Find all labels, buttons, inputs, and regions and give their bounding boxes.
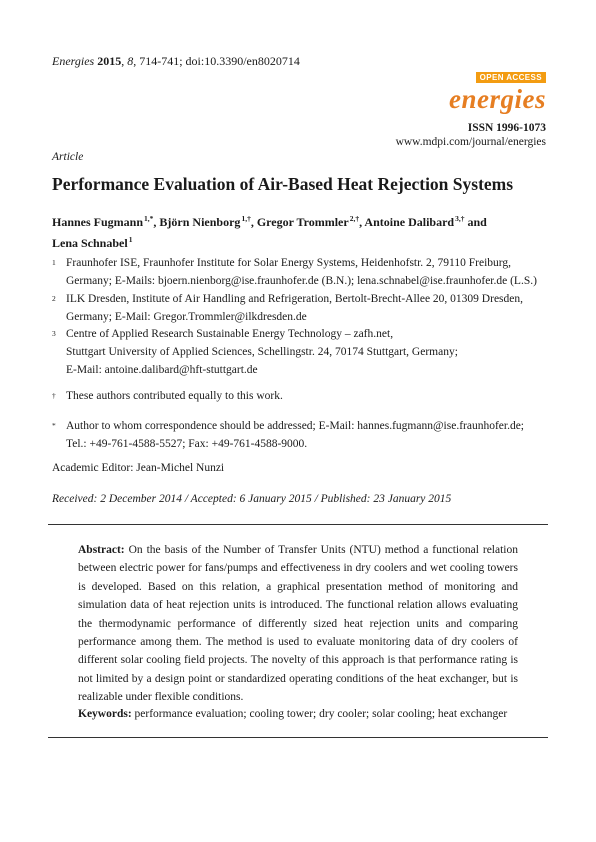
citation-volume: 8: [127, 54, 134, 68]
author-name: Björn Nienborg: [159, 215, 241, 229]
citation-rest: 714-741; doi:10.3390/en8020714: [139, 54, 300, 68]
note-line: Author to whom correspondence should be addressed; E-Mail: hannes.fugmann@ise.fraunhofer.de;: [66, 420, 525, 432]
journal-url[interactable]: www.mdpi.com/journal/energies: [395, 136, 546, 148]
affiliation-line: Germany; E-Mails: bjoern.nienborg@ise.fraunhofer.de (B.N.); lena.schnabel@ise.fraunhofer.de (L.S.): [66, 275, 537, 287]
equal-contribution-note: [52, 387, 552, 405]
keywords-label: Keywords:: [78, 708, 132, 720]
author-name: Lena Schnabel: [52, 236, 128, 250]
affiliation-3: [52, 325, 552, 379]
citation-journal: Energies: [52, 54, 95, 68]
divider-bottom: [48, 737, 548, 738]
citation-line: Energies 2015, 8, 714-741; doi:10.3390/en8020714: [52, 54, 300, 68]
journal-logo: energies: [449, 84, 546, 114]
author-affiliation-marker: 1,†: [241, 214, 251, 223]
article-type: Article: [52, 151, 84, 163]
affiliation-line: ILK Dresden, Institute of Air Handling and Refrigeration, Bertolt-Brecht-Allee 20, 01309 Dresden,: [66, 293, 524, 305]
abstract-label: Abstract:: [78, 544, 125, 556]
abstract: [78, 541, 518, 707]
author-affiliation-marker: 1: [128, 235, 133, 244]
keywords-text: performance evaluation; cooling tower; dry cooler; solar cooling; heat exchanger: [134, 708, 508, 720]
publication-dates: Received: 2 December 2014 / Accepted: 6 January 2015 / Published: 23 January 2015: [52, 493, 452, 505]
note-line: Tel.: +49-761-4588-5527; Fax: +49-761-4588-9000.: [66, 438, 308, 450]
keywords: [78, 708, 538, 720]
citation-year: 2015: [97, 54, 122, 68]
author-name: Hannes Fugmann: [52, 215, 144, 229]
affiliation-line: Stuttgart University of Applied Sciences, Schellingstr. 24, 70174 Stuttgart, Germany;: [66, 346, 458, 358]
open-access-badge: OPEN ACCESS: [476, 72, 546, 83]
affiliation-number: 2: [52, 294, 56, 303]
author-affiliation-marker: 2,†: [349, 214, 360, 223]
author-name: Antoine Dalibard: [364, 215, 455, 229]
author-affiliation-marker: 1,*: [144, 214, 154, 223]
affiliation-line: E-Mail: antoine.dalibard@hft-stuttgart.de: [66, 364, 258, 376]
correspondence-note: [52, 417, 552, 453]
affiliation-number: 3: [52, 329, 56, 338]
affiliation-2: [52, 290, 552, 326]
academic-editor: Academic Editor: Jean-Michel Nunzi: [52, 462, 225, 474]
affiliation-line: Fraunhofer ISE, Fraunhofer Institute for Solar Energy Systems, Heidenhofstr. 2, 79110 Freiburg,: [66, 257, 512, 269]
abstract-text: On the basis of the Number of Transfer Units (NTU) method a functional relation between electric power for fans/pumps and effectiveness in dry coolers and wet cooling towers is developed. Based on this relation, a graphical presentation method of monitoring and simulation data of heat rejection units is introduced. The functional relation allows evaluating the thermodynamic performance of differently sized heat rejection units and comparing performance among them. The method is used to evaluate monitoring data of dry coolers of different solar cooling field projects. The novelty of this approach is that performance rating is not limited by a design point or standardized operating conditions of the heat exchanger, but is realizable under flexible conditions.: [78, 544, 518, 704]
author-list: Hannes Fugmann $^{1,*}$, Björn Nienborg $^{1,\dagger}$, Gregor Trommler $^{2,\dagger}$, Antoine Dalibard $^{3,\dagger}$ and Lena Schnabel $^1$: [52, 214, 487, 250]
note-line: These authors contributed equally to this work.: [66, 390, 283, 402]
authors-and: and: [467, 215, 487, 229]
note-marker: *: [52, 421, 56, 430]
author-name: Gregor Trommler: [256, 215, 349, 229]
divider-top: [48, 524, 548, 525]
paper-title: Performance Evaluation of Air-Based Heat Rejection Systems: [52, 174, 514, 194]
affiliation-number: 1: [52, 258, 56, 267]
affiliation-line: Centre of Applied Research Sustainable Energy Technology – zafh.net,: [66, 328, 394, 340]
affiliation-1: [52, 254, 552, 290]
affiliation-line: Germany; E-Mail: Gregor.Trommler@ilkdresden.de: [66, 311, 307, 323]
issn: ISSN 1996-1073: [467, 122, 546, 134]
note-marker: †: [52, 391, 56, 400]
author-affiliation-marker: 3,†: [455, 214, 465, 223]
